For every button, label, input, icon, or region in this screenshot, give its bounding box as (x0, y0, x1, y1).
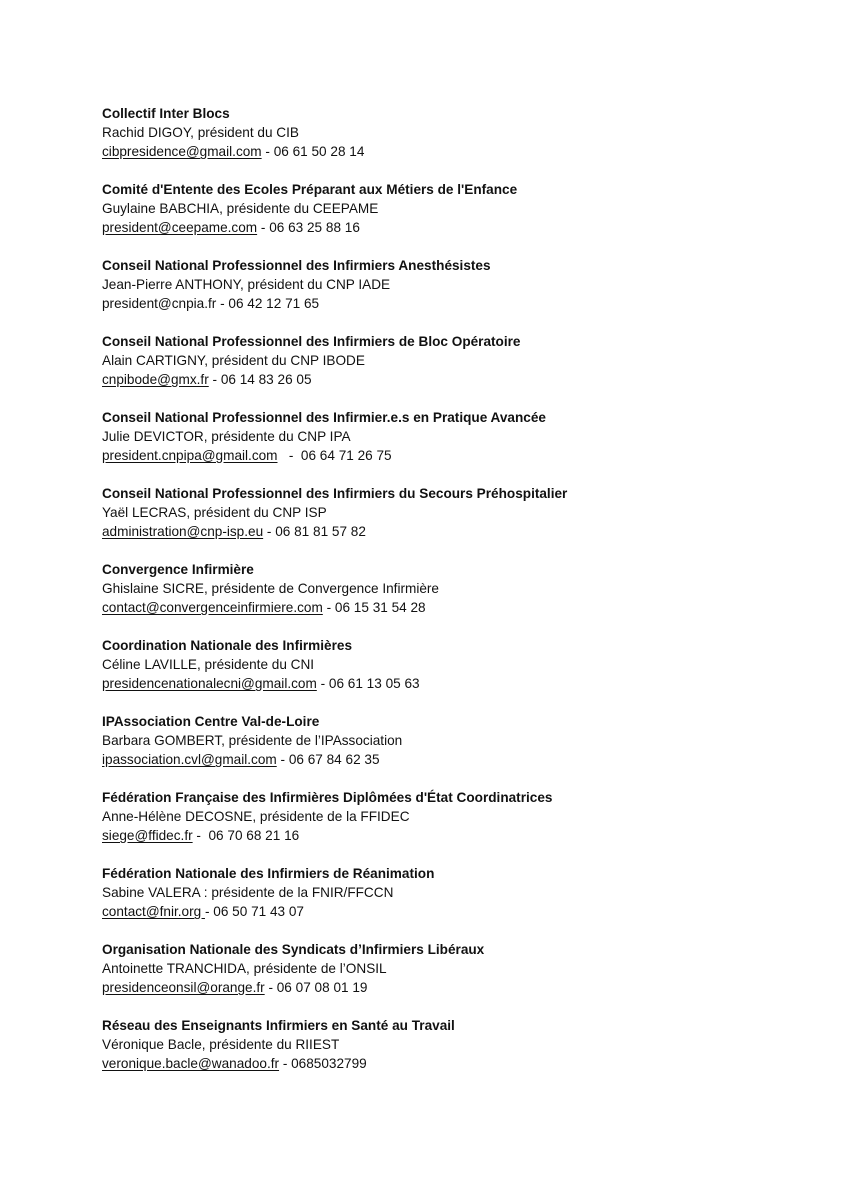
organization-name: Réseau des Enseignants Infirmiers en Santé au Travail (102, 1018, 455, 1033)
email-link[interactable]: presidencenationalecni@gmail.com (102, 676, 317, 691)
president-name: Julie DEVICTOR, présidente du CNP IPA (102, 429, 351, 444)
president-name: Antoinette TRANCHIDA, présidente de l’ONSIL (102, 961, 387, 976)
phone-number: - 06 42 12 71 65 (216, 296, 320, 311)
phone-number: - 06 15 31 54 28 (322, 600, 426, 615)
president-name: Rachid DIGOY, président du CIB (102, 125, 299, 140)
organization-name: Conseil National Professionnel des Infirmiers Anesthésistes (102, 258, 491, 273)
president-name: Anne-Hélène DECOSNE, présidente de la FFIDEC (102, 809, 410, 824)
email-link[interactable]: siege@ffidec.fr (102, 828, 193, 843)
contact-line (102, 674, 822, 693)
email-link[interactable]: contact@fnir.org (102, 904, 205, 919)
email-link[interactable]: veronique.bacle@wanadoo.fr (102, 1056, 280, 1071)
contact-entry (102, 484, 822, 541)
contact-entry (102, 408, 822, 465)
contact-line (102, 142, 822, 161)
contact-line (102, 598, 822, 617)
email-link[interactable]: cibpresidence@gmail.com (102, 144, 262, 159)
contact-entry (102, 636, 822, 693)
contact-line (102, 218, 822, 237)
organization-name: Organisation Nationale des Syndicats d’Infirmiers Libéraux (102, 942, 485, 957)
organization-name: Coordination Nationale des Infirmières (102, 638, 353, 653)
president-name: Céline LAVILLE, présidente du CNI (102, 657, 315, 672)
organization-name: IPAssociation Centre Val-de-Loire (102, 714, 320, 729)
contact-line (102, 446, 822, 465)
email-link[interactable]: president@ceepame.com (102, 220, 258, 235)
phone-number: - 0685032799 (279, 1056, 367, 1071)
email-text: president@cnpia.fr (102, 296, 217, 311)
contact-entry (102, 332, 822, 389)
phone-number: - 06 63 25 88 16 (257, 220, 360, 235)
phone-number: - 06 70 68 21 16 (192, 828, 300, 843)
contact-list (102, 104, 822, 1092)
president-name: Alain CARTIGNY, président du CNP IBODE (102, 353, 365, 368)
email-link[interactable]: president.cnpipa@gmail.com (102, 448, 278, 463)
contact-line (102, 294, 822, 313)
email-link[interactable]: ipassociation.cvl@gmail.com (102, 752, 277, 767)
contact-entry (102, 1016, 822, 1073)
contact-line (102, 750, 822, 769)
contact-entry (102, 256, 822, 313)
contact-line (102, 826, 822, 845)
contact-line (102, 1054, 822, 1073)
contact-entry (102, 712, 822, 769)
contact-entry (102, 940, 822, 997)
phone-number: - 06 61 50 28 14 (261, 144, 365, 159)
president-name: Yaël LECRAS, président du CNP ISP (102, 505, 327, 520)
email-link[interactable]: presidenceonsil@orange.fr (102, 980, 265, 995)
president-name: Ghislaine SICRE, présidente de Convergence Infirmière (102, 581, 439, 596)
contact-entry (102, 560, 822, 617)
email-link[interactable]: administration@cnp-isp.eu (102, 524, 264, 539)
phone-number: - 06 07 08 01 19 (264, 980, 368, 995)
contact-entry (102, 864, 822, 921)
contact-line (102, 978, 822, 997)
organization-name: Conseil National Professionnel des Infirmier.e.s en Pratique Avancée (102, 410, 546, 425)
organization-name: Comité d'Entente des Ecoles Préparant aux Métiers de l'Enfance (102, 182, 518, 197)
phone-number: - 06 67 84 62 35 (276, 752, 380, 767)
email-link[interactable]: contact@convergenceinfirmiere.com (102, 600, 323, 615)
email-link[interactable]: cnpibode@gmx.fr (102, 372, 209, 387)
contact-entry (102, 104, 822, 161)
president-name: Sabine VALERA : présidente de la FNIR/FFCCN (102, 885, 394, 900)
phone-number: - 06 61 13 05 63 (316, 676, 420, 691)
organization-name: Fédération Nationale des Infirmiers de Réanimation (102, 866, 435, 881)
organization-name: Collectif Inter Blocs (102, 106, 230, 121)
contact-line (102, 902, 822, 921)
contact-line (102, 370, 822, 389)
contact-entry (102, 788, 822, 845)
phone-number: - 06 81 81 57 82 (263, 524, 366, 539)
phone-number: - 06 64 71 26 75 (277, 448, 392, 463)
president-name: Barbara GOMBERT, présidente de l’IPAssociation (102, 733, 403, 748)
organization-name: Fédération Française des Infirmières Diplômées d'État Coordinatrices (102, 790, 553, 805)
organization-name: Conseil National Professionnel des Infirmiers du Secours Préhospitalier (102, 486, 568, 501)
president-name: Guylaine BABCHIA, présidente du CEEPAME (102, 201, 379, 216)
organization-name: Convergence Infirmière (102, 562, 254, 577)
phone-number: - 06 14 83 26 05 (208, 372, 312, 387)
contact-entry (102, 180, 822, 237)
president-name: Jean-Pierre ANTHONY, président du CNP IADE (102, 277, 391, 292)
contact-line (102, 522, 822, 541)
phone-number: - 06 50 71 43 07 (204, 904, 304, 919)
organization-name: Conseil National Professionnel des Infirmiers de Bloc Opératoire (102, 334, 521, 349)
president-name: Véronique Bacle, présidente du RIIEST (102, 1037, 340, 1052)
